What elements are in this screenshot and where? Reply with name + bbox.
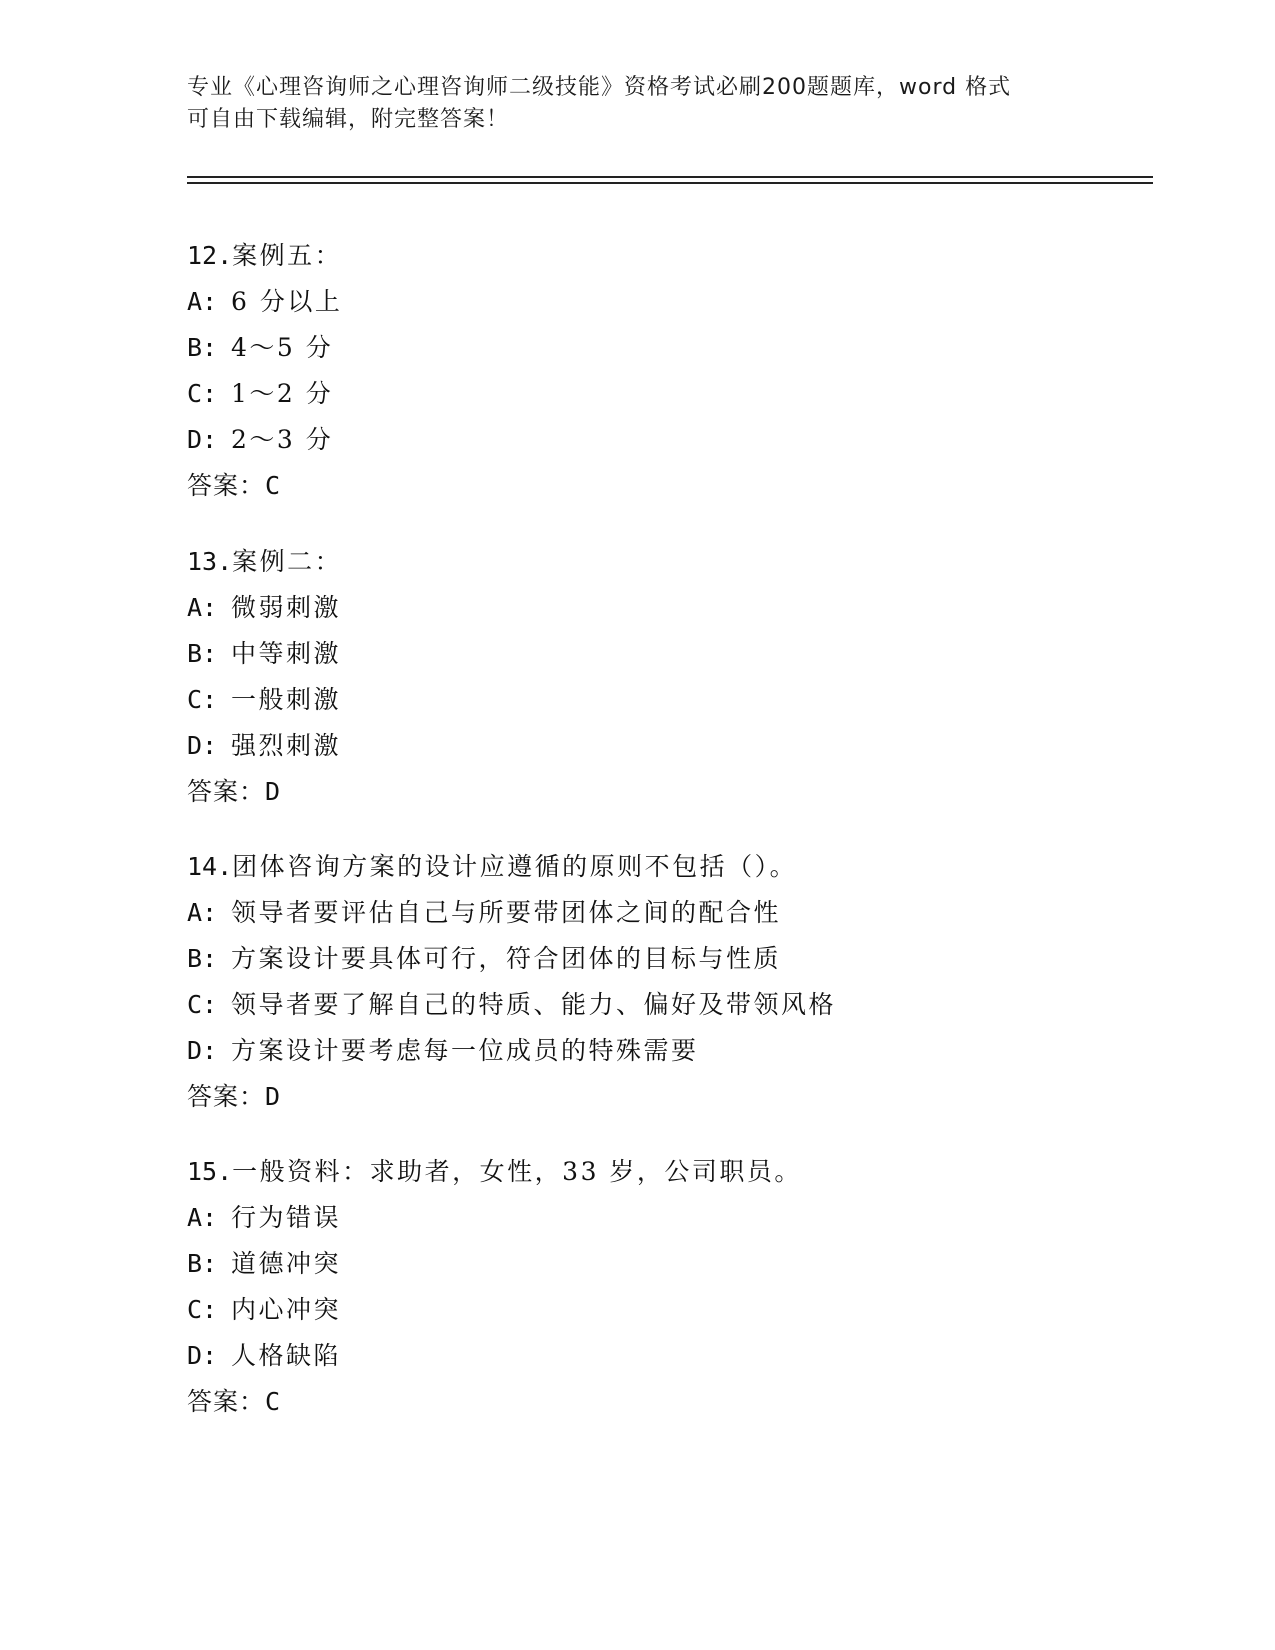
- option-text: 1～2 分: [231, 379, 334, 408]
- option-letter: B:: [187, 333, 218, 362]
- option-a: [187, 1195, 1167, 1241]
- option-letter: A:: [187, 898, 218, 927]
- option-text: 方案设计要具体可行，符合团体的目标与性质: [231, 944, 782, 973]
- option-letter: C:: [187, 990, 218, 1019]
- option-text: 领导者要评估自己与所要带团体之间的配合性: [231, 898, 782, 927]
- question-block: [187, 844, 1167, 1120]
- option-text: 道德冲突: [231, 1249, 342, 1278]
- header-divider-top: [187, 176, 1153, 178]
- option-d: [187, 723, 1167, 769]
- answer-label: 答案：: [187, 471, 266, 500]
- option-text: 4～5 分: [231, 333, 334, 362]
- option-letter: B:: [187, 1249, 218, 1278]
- option-text: 内心冲突: [231, 1295, 342, 1324]
- option-text: 中等刺激: [231, 639, 342, 668]
- option-c: [187, 677, 1167, 723]
- option-b: [187, 325, 1167, 371]
- option-text: 一般刺激: [231, 685, 342, 714]
- header-line-1: 专业《心理咨询师之心理咨询师二级技能》资格考试必刷200题题库，word 格式: [187, 75, 1012, 100]
- option-c: [187, 371, 1167, 417]
- option-a: [187, 279, 1167, 325]
- answer-label: 答案：: [187, 777, 266, 806]
- option-c: [187, 1287, 1167, 1333]
- question-text: 案例五：: [232, 241, 343, 270]
- question-number: 15.: [187, 1157, 233, 1186]
- option-a: [187, 890, 1167, 936]
- answer-label: 答案：: [187, 1387, 266, 1416]
- option-letter: B:: [187, 944, 218, 973]
- question-text: 团体咨询方案的设计应遵循的原则不包括（）。: [232, 852, 798, 881]
- answer-value: D: [265, 1082, 282, 1111]
- question-block: [187, 539, 1167, 815]
- option-a: [187, 585, 1167, 631]
- option-d: [187, 1028, 1167, 1074]
- option-c: [187, 982, 1167, 1028]
- option-text: 行为错误: [231, 1203, 342, 1232]
- option-text: 微弱刺激: [231, 593, 342, 622]
- question-number: 12.: [187, 241, 233, 270]
- option-text: 2～3 分: [231, 425, 334, 454]
- option-letter: D:: [187, 425, 218, 454]
- option-text: 6 分以上: [231, 287, 343, 316]
- option-letter: C:: [187, 685, 218, 714]
- answer-label: 答案：: [187, 1082, 266, 1111]
- answer-line: [187, 1379, 1167, 1425]
- option-letter: D:: [187, 1036, 218, 1065]
- question-text: 案例二：: [232, 547, 343, 576]
- question-title: [187, 539, 1167, 585]
- answer-line: [187, 769, 1167, 815]
- option-letter: A:: [187, 593, 218, 622]
- document-header: [187, 72, 1087, 136]
- answer-value: D: [265, 777, 282, 806]
- option-letter: C:: [187, 1295, 218, 1324]
- option-text: 人格缺陷: [231, 1341, 342, 1370]
- header-line-2: 可自由下载编辑，附完整答案！: [187, 107, 510, 132]
- question-number: 13.: [187, 547, 233, 576]
- option-text: 方案设计要考虑每一位成员的特殊需要: [231, 1036, 699, 1065]
- option-letter: A:: [187, 287, 218, 316]
- option-b: [187, 631, 1167, 677]
- answer-value: C: [265, 471, 282, 500]
- question-title: [187, 233, 1167, 279]
- answer-line: [187, 463, 1167, 509]
- question-block: [187, 1149, 1167, 1425]
- option-letter: D:: [187, 731, 218, 760]
- option-text: 强烈刺激: [231, 731, 342, 760]
- question-number: 14.: [187, 852, 233, 881]
- question-block: [187, 233, 1167, 509]
- answer-value: C: [265, 1387, 282, 1416]
- question-title: [187, 1149, 1167, 1195]
- option-text: 领导者要了解自己的特质、能力、偏好及带领风格: [231, 990, 837, 1019]
- option-b: [187, 936, 1167, 982]
- question-title: [187, 844, 1167, 890]
- header-divider-bottom: [187, 182, 1153, 184]
- option-d: [187, 1333, 1167, 1379]
- option-letter: A:: [187, 1203, 218, 1232]
- option-d: [187, 417, 1167, 463]
- option-letter: D:: [187, 1341, 218, 1370]
- option-b: [187, 1241, 1167, 1287]
- question-text: 一般资料：求助者，女性，33 岁，公司职员。: [232, 1157, 802, 1186]
- option-letter: B:: [187, 639, 218, 668]
- answer-line: [187, 1074, 1167, 1120]
- option-letter: C:: [187, 379, 218, 408]
